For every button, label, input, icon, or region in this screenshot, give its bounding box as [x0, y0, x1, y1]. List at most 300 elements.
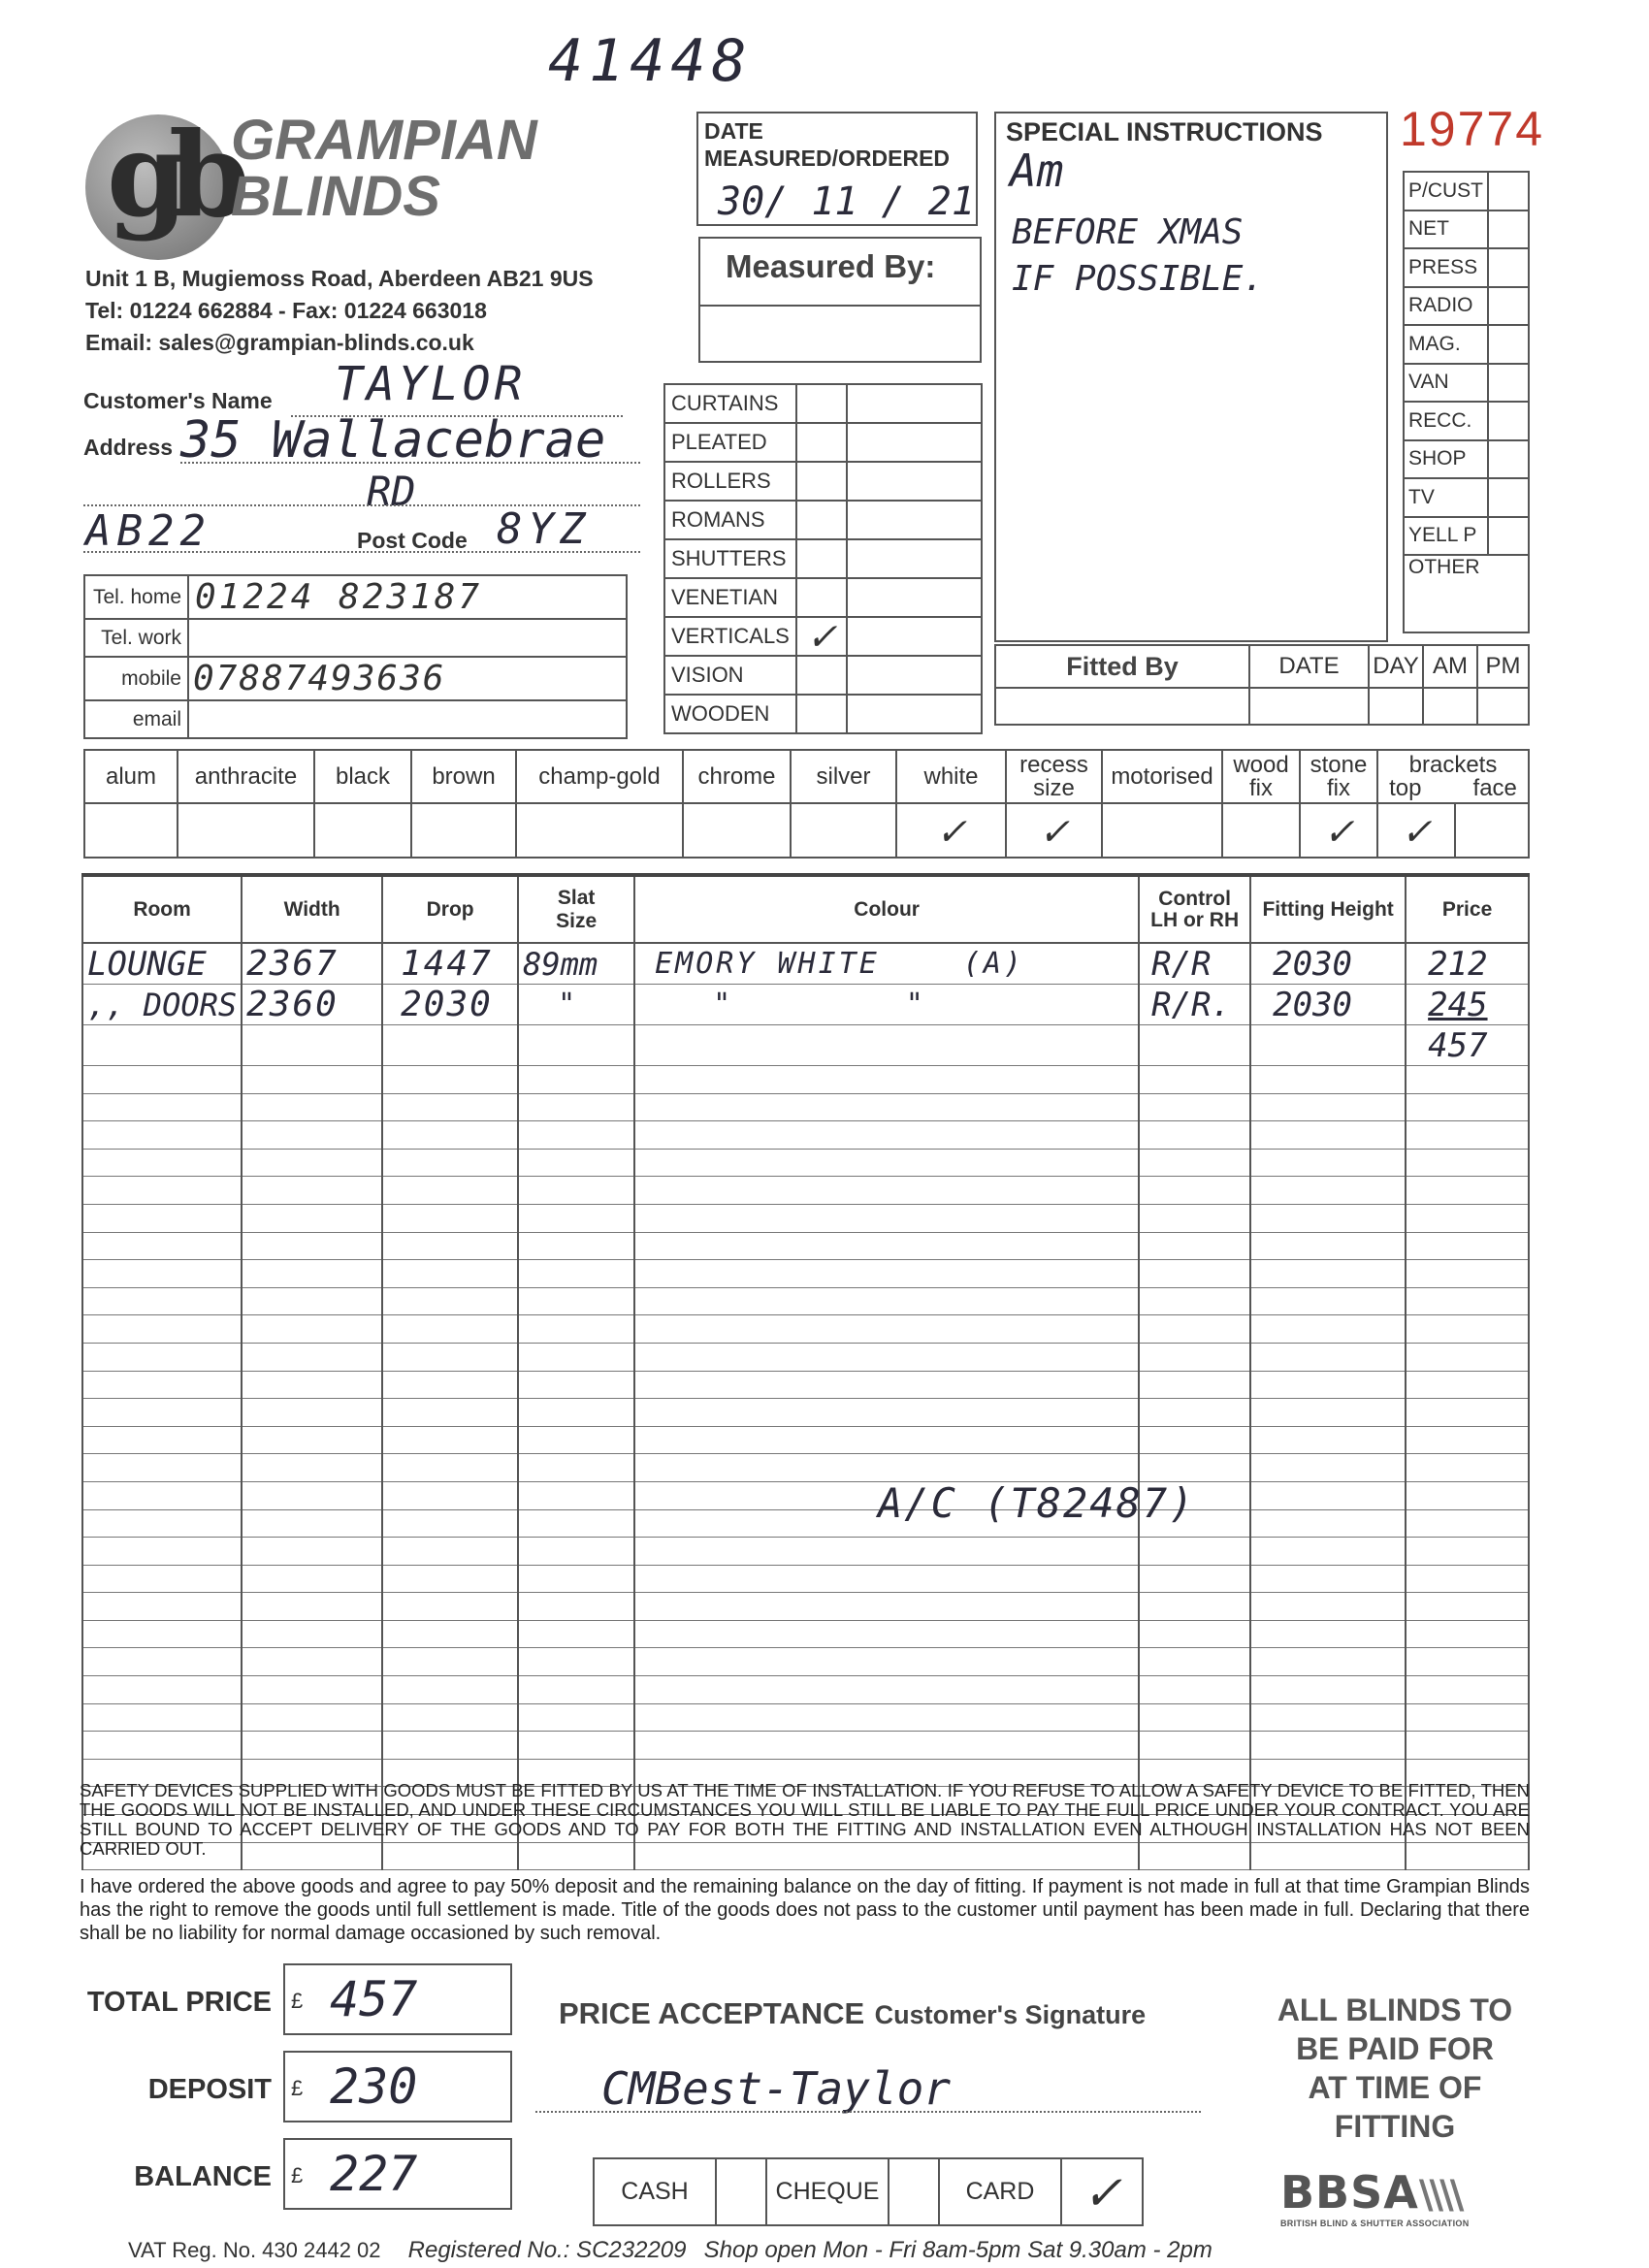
recess-label: recess [1019, 751, 1088, 778]
cell[interactable] [242, 1232, 382, 1260]
agreement-text: I have ordered the above goods and agree to pay 50% deposit and the remaining balance on the day of fitting. If payment is not made in full at that time Grampian Blinds has the right to remove the goods until full settlement is made. Title of the goods does not pass to the customer until payment has been made in full. Declaring that there shall be no liability for normal damage occasioned by such removal. [80, 1876, 1530, 1944]
cell[interactable] [1250, 1177, 1406, 1205]
source-checkbox[interactable] [1488, 211, 1529, 249]
deposit-label: DEPOSIT [147, 2074, 272, 2105]
cell[interactable] [1139, 1426, 1250, 1454]
cell[interactable] [634, 1343, 1139, 1371]
product-row [664, 501, 982, 539]
cell[interactable] [242, 1066, 382, 1094]
cell[interactable] [82, 1426, 242, 1454]
option-checkbox[interactable] [791, 803, 896, 858]
address-line-1[interactable]: 35 Wallacebrae [180, 411, 606, 470]
cell[interactable] [1139, 1121, 1250, 1150]
cell[interactable] [518, 1538, 634, 1566]
product-note[interactable] [847, 539, 982, 578]
order-fitting[interactable]: 2030 [1250, 985, 1406, 1025]
fitted-am-field[interactable] [1423, 688, 1477, 725]
order-room[interactable]: LOUNGE [82, 943, 242, 985]
cell[interactable] [518, 1565, 634, 1593]
cell[interactable] [242, 1509, 382, 1538]
order-fitting[interactable] [1250, 1025, 1406, 1066]
cell[interactable] [82, 1315, 242, 1344]
cell[interactable] [1406, 1093, 1529, 1121]
cell[interactable] [1250, 1343, 1406, 1371]
cell[interactable] [634, 1676, 1139, 1704]
cell[interactable] [382, 1287, 518, 1315]
payment-card-checkbox[interactable]: ✓ [1061, 2158, 1143, 2225]
cell[interactable] [1250, 1232, 1406, 1260]
address-line-2[interactable]: RD [367, 468, 416, 515]
fitted-pm-field[interactable] [1477, 688, 1529, 725]
cell[interactable] [518, 1232, 634, 1260]
cell[interactable] [1139, 1454, 1250, 1482]
option-checkbox[interactable] [178, 803, 314, 858]
product-checkbox[interactable] [796, 695, 847, 733]
cell[interactable] [382, 1260, 518, 1288]
cell[interactable] [1139, 1676, 1250, 1704]
source-checkbox[interactable] [1488, 517, 1529, 556]
cell[interactable] [1139, 1232, 1250, 1260]
option-white-ticked[interactable]: ✓ [896, 803, 1006, 858]
cell[interactable] [1406, 1121, 1529, 1150]
tel-work-field[interactable] [188, 619, 627, 657]
order-width[interactable]: 2367 [242, 943, 382, 985]
cell[interactable] [518, 1593, 634, 1621]
cell[interactable] [1250, 1593, 1406, 1621]
source-checkbox[interactable] [1488, 440, 1529, 479]
cell[interactable] [634, 1648, 1139, 1676]
cell[interactable] [1406, 1232, 1529, 1260]
cell[interactable] [1250, 1732, 1406, 1760]
company-email: Email: sales@grampian-blinds.co.uk [85, 330, 474, 355]
cell[interactable] [82, 1648, 242, 1676]
product-note[interactable] [847, 423, 982, 462]
cell[interactable] [1250, 1648, 1406, 1676]
cell[interactable] [1250, 1371, 1406, 1399]
cell[interactable] [1250, 1093, 1406, 1121]
cell[interactable] [1250, 1676, 1406, 1704]
cell[interactable] [1406, 1315, 1529, 1344]
source-checkbox[interactable] [1488, 172, 1529, 211]
cell[interactable] [1406, 1399, 1529, 1427]
cell[interactable] [382, 1509, 518, 1538]
cell[interactable] [382, 1454, 518, 1482]
cell[interactable] [518, 1620, 634, 1648]
cell[interactable] [382, 1121, 518, 1150]
cell[interactable] [1250, 1149, 1406, 1177]
fitted-date-field[interactable] [1249, 688, 1369, 725]
cell[interactable] [518, 1648, 634, 1676]
cell[interactable] [242, 1204, 382, 1232]
cell[interactable] [242, 1648, 382, 1676]
order-drop[interactable]: 2030 [382, 985, 518, 1025]
cell[interactable] [518, 1177, 634, 1205]
cell[interactable] [82, 1454, 242, 1482]
product-checkbox[interactable] [796, 539, 847, 578]
product-note[interactable] [847, 617, 982, 656]
cell[interactable] [382, 1593, 518, 1621]
cell[interactable] [1406, 1538, 1529, 1566]
cell[interactable] [1406, 1454, 1529, 1482]
cell[interactable] [382, 1399, 518, 1427]
cell[interactable] [242, 1315, 382, 1344]
order-drop[interactable] [382, 1025, 518, 1066]
email-field[interactable] [188, 700, 627, 738]
cell[interactable] [242, 1620, 382, 1648]
cell[interactable] [82, 1232, 242, 1260]
cell[interactable] [634, 1260, 1139, 1288]
option-checkbox[interactable] [1455, 803, 1529, 858]
order-width[interactable]: 2360 [242, 985, 382, 1025]
cell[interactable] [242, 1149, 382, 1177]
cell[interactable] [518, 1121, 634, 1150]
cell[interactable] [242, 1399, 382, 1427]
cell[interactable] [1406, 1509, 1529, 1538]
cell[interactable] [1250, 1509, 1406, 1538]
cell[interactable] [1406, 1648, 1529, 1676]
cell[interactable] [382, 1315, 518, 1344]
product-note[interactable] [847, 578, 982, 617]
cell[interactable] [82, 1565, 242, 1593]
cell[interactable] [382, 1066, 518, 1094]
cell[interactable] [1250, 1287, 1406, 1315]
cell[interactable] [634, 1426, 1139, 1454]
tel-home-field[interactable]: 01224 823187 [188, 575, 627, 619]
order-colour[interactable] [634, 1025, 1139, 1066]
cell[interactable] [518, 1260, 634, 1288]
postcode-value[interactable]: 8YZ [497, 504, 592, 554]
deposit-value[interactable]: 230 [330, 2058, 418, 2115]
product-label: ROLLERS [664, 462, 796, 501]
cell[interactable] [382, 1648, 518, 1676]
cell[interactable] [518, 1481, 634, 1509]
order-price[interactable]: 245 [1406, 985, 1529, 1025]
cell[interactable] [242, 1676, 382, 1704]
option-stone-ticked[interactable]: ✓ [1300, 803, 1377, 858]
cell[interactable] [1139, 1315, 1250, 1344]
cell[interactable] [82, 1093, 242, 1121]
date-value[interactable]: 30/ 11 / 21 [718, 179, 975, 224]
product-note[interactable] [847, 462, 982, 501]
cell[interactable] [634, 1287, 1139, 1315]
option-checkbox[interactable] [411, 803, 516, 858]
cell[interactable] [382, 1565, 518, 1593]
cell[interactable] [82, 1732, 242, 1760]
cell[interactable] [1139, 1620, 1250, 1648]
cell[interactable] [1139, 1066, 1250, 1094]
cell[interactable] [1250, 1260, 1406, 1288]
order-width[interactable] [242, 1025, 382, 1066]
cell[interactable] [1139, 1287, 1250, 1315]
cell[interactable] [382, 1676, 518, 1704]
cell[interactable] [242, 1177, 382, 1205]
cell[interactable] [382, 1426, 518, 1454]
cell[interactable] [382, 1232, 518, 1260]
option-recess-ticked[interactable]: ✓ [1006, 803, 1102, 858]
cell[interactable] [382, 1620, 518, 1648]
product-checkbox-ticked[interactable]: ✓ [796, 617, 847, 656]
cell[interactable] [382, 1732, 518, 1760]
cell[interactable] [82, 1703, 242, 1732]
cell[interactable] [518, 1509, 634, 1538]
cell[interactable] [82, 1676, 242, 1704]
cell[interactable] [1406, 1204, 1529, 1232]
cell[interactable] [634, 1066, 1139, 1094]
source-checkbox[interactable] [1488, 287, 1529, 326]
cell[interactable] [82, 1509, 242, 1538]
cell[interactable] [634, 1399, 1139, 1427]
payment-cheque-checkbox[interactable] [889, 2158, 939, 2225]
order-room[interactable] [82, 1025, 242, 1066]
product-checkbox[interactable] [796, 423, 847, 462]
cell[interactable] [1406, 1149, 1529, 1177]
order-colour[interactable] [634, 943, 1139, 985]
cell[interactable] [518, 1454, 634, 1482]
cell[interactable] [242, 1426, 382, 1454]
cell[interactable] [1139, 1399, 1250, 1427]
cell[interactable] [518, 1066, 634, 1094]
cell[interactable] [82, 1177, 242, 1205]
cell[interactable] [382, 1538, 518, 1566]
cell[interactable] [518, 1204, 634, 1232]
product-checkbox[interactable] [796, 501, 847, 539]
fitted-by-field[interactable] [995, 688, 1249, 725]
cell[interactable] [382, 1149, 518, 1177]
product-note[interactable] [847, 501, 982, 539]
cell[interactable] [1139, 1593, 1250, 1621]
cell[interactable] [1406, 1620, 1529, 1648]
cell[interactable] [382, 1204, 518, 1232]
cell[interactable] [1406, 1343, 1529, 1371]
account-note[interactable]: A/C (T82487) [878, 1479, 1196, 1527]
special-line-3[interactable]: IF POSSIBLE. [1012, 259, 1265, 299]
cell[interactable] [1250, 1565, 1406, 1593]
cell[interactable] [634, 1204, 1139, 1232]
option-checkbox[interactable] [1222, 803, 1300, 858]
cell[interactable] [242, 1538, 382, 1566]
cell[interactable] [382, 1343, 518, 1371]
cell[interactable] [382, 1093, 518, 1121]
cell[interactable] [1406, 1593, 1529, 1621]
cell[interactable] [1406, 1732, 1529, 1760]
cell[interactable] [634, 1177, 1139, 1205]
cell[interactable] [82, 1371, 242, 1399]
cell[interactable] [1406, 1565, 1529, 1593]
cell[interactable] [242, 1703, 382, 1732]
cell[interactable] [382, 1481, 518, 1509]
payment-cash-checkbox[interactable] [716, 2158, 766, 2225]
cell[interactable] [1139, 1703, 1250, 1732]
cell[interactable] [634, 1593, 1139, 1621]
address-line-3[interactable]: AB22 [85, 506, 211, 556]
source-checkbox[interactable] [1488, 402, 1529, 440]
option-checkbox[interactable] [516, 803, 683, 858]
option-checkbox[interactable] [84, 803, 178, 858]
cell[interactable] [1139, 1343, 1250, 1371]
fitted-day-field[interactable] [1369, 688, 1423, 725]
cell[interactable] [82, 1620, 242, 1648]
cell[interactable] [634, 1538, 1139, 1566]
cell[interactable] [518, 1287, 634, 1315]
cell[interactable] [1139, 1648, 1250, 1676]
cell[interactable] [242, 1565, 382, 1593]
product-row [664, 423, 982, 462]
product-note[interactable] [847, 656, 982, 695]
cell[interactable] [1250, 1538, 1406, 1566]
cell[interactable] [242, 1732, 382, 1760]
balance-box [283, 2138, 512, 2210]
order-room[interactable]: ,, DOORS [82, 985, 242, 1025]
cell[interactable] [1406, 1426, 1529, 1454]
cell[interactable] [1139, 1093, 1250, 1121]
cell[interactable] [518, 1732, 634, 1760]
mobile-field[interactable]: 07887493636 [188, 657, 627, 700]
cell[interactable] [1139, 1204, 1250, 1232]
order-control[interactable] [1139, 1025, 1250, 1066]
cell[interactable] [1250, 1315, 1406, 1344]
cell[interactable] [1406, 1676, 1529, 1704]
special-line-2[interactable]: BEFORE XMAS [1012, 212, 1244, 252]
cell[interactable] [1250, 1121, 1406, 1150]
option-top-ticked[interactable]: ✓ [1377, 803, 1455, 858]
cell[interactable] [242, 1121, 382, 1150]
cell[interactable] [1250, 1399, 1406, 1427]
cell[interactable] [1250, 1066, 1406, 1094]
special-line-1[interactable]: Am [1010, 145, 1064, 197]
product-checkbox[interactable] [796, 384, 847, 423]
cell[interactable] [1406, 1703, 1529, 1732]
order-control[interactable]: R/R. [1139, 985, 1250, 1025]
cell[interactable] [1139, 1260, 1250, 1288]
bbsa-stripes-icon: \\\\ [1418, 2173, 1461, 2218]
cell[interactable] [1406, 1481, 1529, 1509]
cell[interactable] [82, 1204, 242, 1232]
cell[interactable] [242, 1371, 382, 1399]
cell[interactable] [242, 1287, 382, 1315]
cell[interactable] [1406, 1066, 1529, 1094]
customer-signature[interactable]: CMBest-Taylor [601, 2062, 952, 2115]
cell[interactable] [634, 1703, 1139, 1732]
source-checkbox[interactable] [1488, 325, 1529, 364]
cell[interactable] [242, 1343, 382, 1371]
cell[interactable] [1406, 1260, 1529, 1288]
option-checkbox[interactable] [683, 803, 791, 858]
cell[interactable] [242, 1454, 382, 1482]
order-colour[interactable]: " " [634, 985, 1139, 1025]
cell[interactable] [634, 1371, 1139, 1399]
cell[interactable] [1250, 1426, 1406, 1454]
product-note[interactable] [847, 384, 982, 423]
cell[interactable] [518, 1399, 634, 1427]
cell[interactable] [382, 1703, 518, 1732]
cell[interactable] [1250, 1703, 1406, 1732]
cell[interactable] [518, 1426, 634, 1454]
cell[interactable] [518, 1343, 634, 1371]
cell[interactable] [82, 1260, 242, 1288]
order-price-total[interactable]: 457 [1406, 1025, 1529, 1066]
cell[interactable] [634, 1093, 1139, 1121]
cell[interactable] [1406, 1287, 1529, 1315]
cell[interactable] [242, 1593, 382, 1621]
source-checkbox[interactable] [1488, 364, 1529, 403]
cell[interactable] [82, 1593, 242, 1621]
cell[interactable] [1250, 1620, 1406, 1648]
cell[interactable] [634, 1121, 1139, 1150]
product-checkbox[interactable] [796, 462, 847, 501]
product-checkbox[interactable] [796, 656, 847, 695]
source-checkbox[interactable] [1488, 478, 1529, 517]
cell[interactable] [518, 1149, 634, 1177]
cell[interactable] [242, 1481, 382, 1509]
order-price[interactable]: 212 [1406, 943, 1529, 985]
cell[interactable] [1250, 1204, 1406, 1232]
total-price-value[interactable]: 457 [330, 1971, 418, 2027]
option-checkbox[interactable] [314, 803, 411, 858]
source-label: PRESS [1404, 248, 1488, 287]
option-checkbox[interactable] [1102, 803, 1222, 858]
cell[interactable] [1406, 1371, 1529, 1399]
cell[interactable] [1139, 1149, 1250, 1177]
cell[interactable] [382, 1371, 518, 1399]
order-row-empty [82, 1149, 1529, 1177]
order-slat[interactable]: " [518, 985, 634, 1025]
cell[interactable] [1250, 1454, 1406, 1482]
source-checkbox[interactable] [1488, 248, 1529, 287]
cell[interactable] [518, 1703, 634, 1732]
cell[interactable] [82, 1121, 242, 1150]
customer-name[interactable]: TAYLOR [335, 357, 527, 411]
cell[interactable] [82, 1066, 242, 1094]
cell[interactable] [1139, 1177, 1250, 1205]
cell[interactable] [82, 1287, 242, 1315]
cell[interactable] [634, 1732, 1139, 1760]
cell[interactable] [82, 1399, 242, 1427]
source-label: RECC. [1404, 402, 1488, 440]
balance-value[interactable]: 227 [330, 2146, 418, 2202]
order-fitting[interactable]: 2030 [1250, 943, 1406, 985]
cell[interactable] [82, 1538, 242, 1566]
cell[interactable] [242, 1093, 382, 1121]
cell[interactable] [82, 1149, 242, 1177]
cell[interactable] [518, 1315, 634, 1344]
cell[interactable] [1250, 1481, 1406, 1509]
order-drop[interactable]: 1447 [382, 943, 518, 985]
order-slat[interactable]: 89mm [518, 943, 634, 985]
cell[interactable] [1139, 1371, 1250, 1399]
order-row-empty [82, 1204, 1529, 1232]
order-control[interactable]: R/R [1139, 943, 1250, 985]
cell[interactable] [242, 1260, 382, 1288]
cell[interactable] [382, 1177, 518, 1205]
product-note[interactable] [847, 695, 982, 733]
cell[interactable] [634, 1620, 1139, 1648]
cell[interactable] [518, 1093, 634, 1121]
cell[interactable] [1139, 1565, 1250, 1593]
cell[interactable] [82, 1343, 242, 1371]
cell[interactable] [518, 1676, 634, 1704]
cell[interactable] [1406, 1177, 1529, 1205]
cell[interactable] [1139, 1732, 1250, 1760]
order-slat[interactable] [518, 1025, 634, 1066]
cell[interactable] [634, 1454, 1139, 1482]
cell[interactable] [82, 1481, 242, 1509]
cell[interactable] [634, 1565, 1139, 1593]
cell[interactable] [634, 1232, 1139, 1260]
cell[interactable] [1139, 1538, 1250, 1566]
cell[interactable] [634, 1149, 1139, 1177]
cell[interactable] [518, 1371, 634, 1399]
cell[interactable] [634, 1315, 1139, 1344]
